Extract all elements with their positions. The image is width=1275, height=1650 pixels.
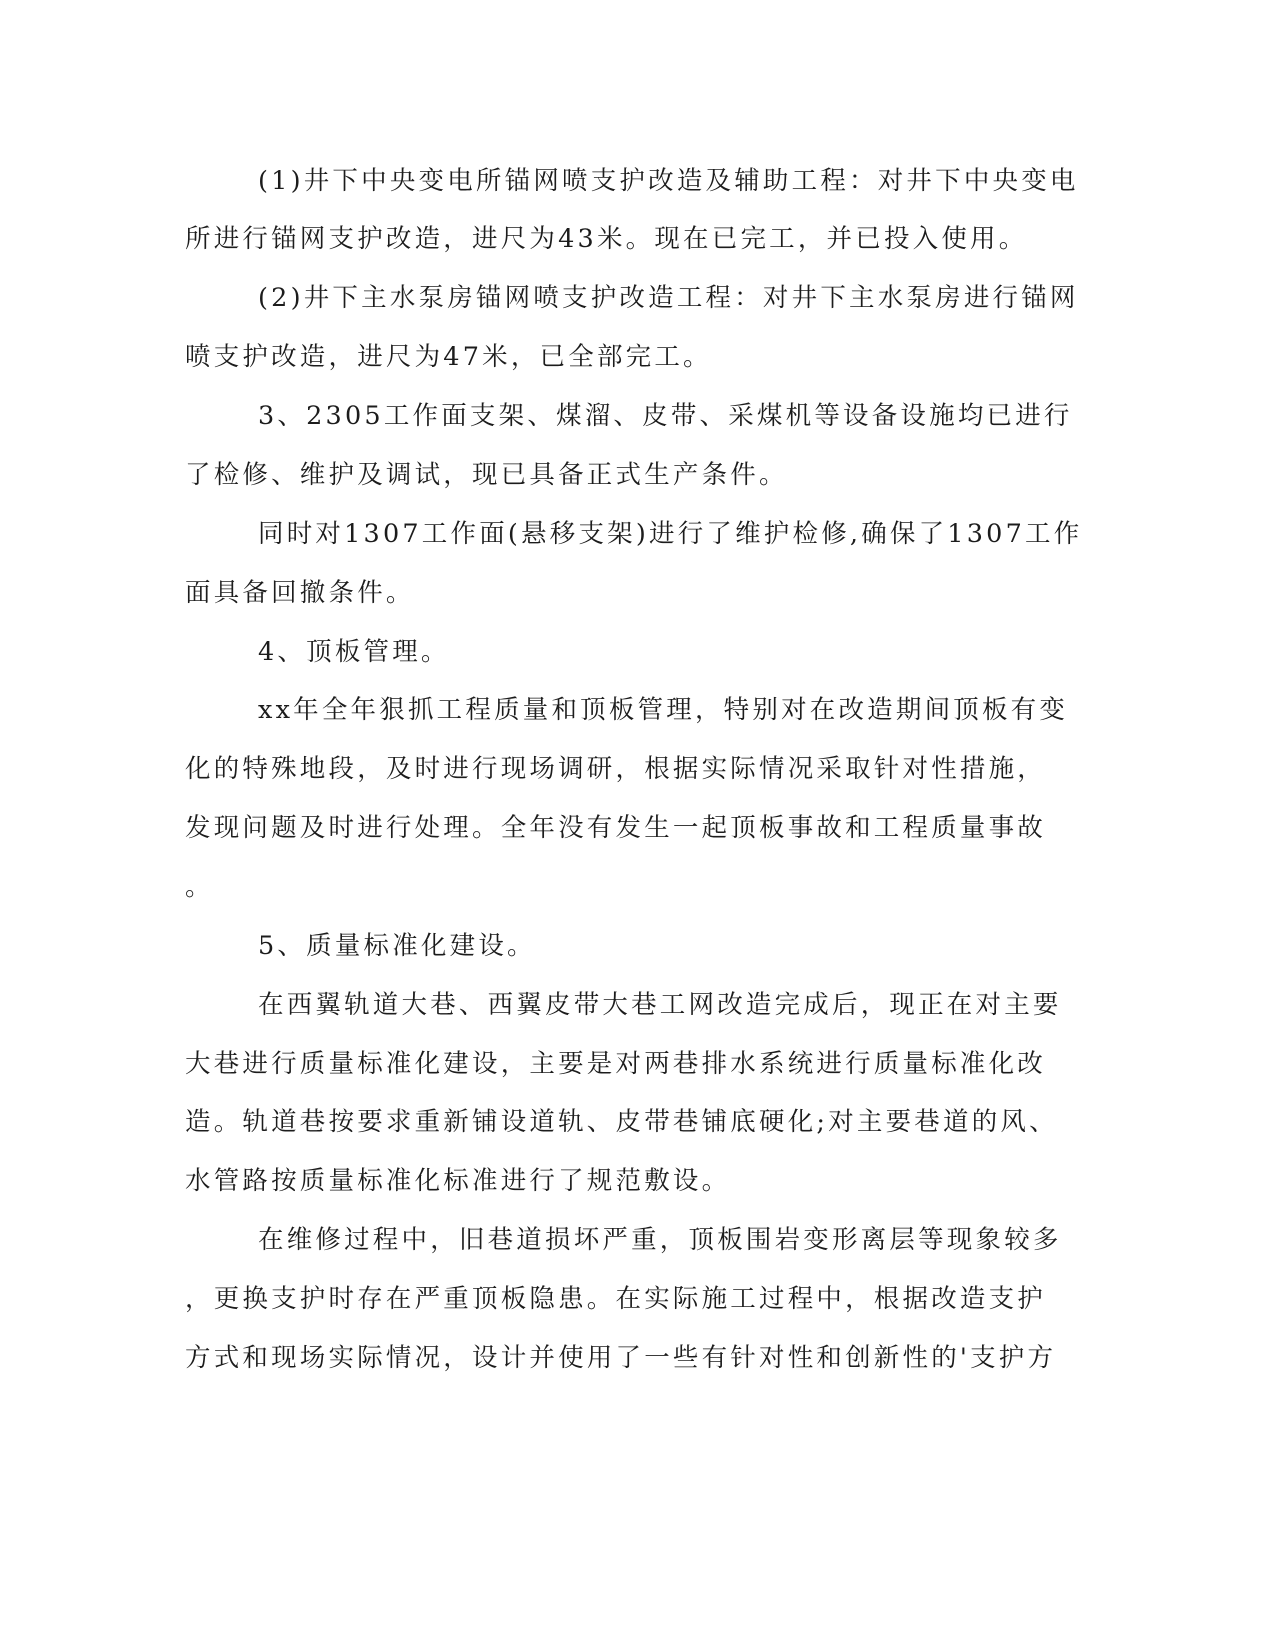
text-line: 方式和现场实际情况，设计并使用了一些有针对性和创新性的'支护方 bbox=[185, 1343, 1057, 1373]
text-line: 在西翼轨道大巷、西翼皮带大巷工网改造完成后，现正在对主要 bbox=[258, 990, 1062, 1020]
text-line: (1)井下中央变电所锚网喷支护改造及辅助工程：对井下中央变电 bbox=[258, 166, 1079, 196]
text-line: 造。轨道巷按要求重新铺设道轨、皮带巷铺底硬化;对主要巷道的风、 bbox=[185, 1107, 1058, 1137]
text-line: 5、质量标准化建设。 bbox=[258, 931, 536, 961]
text-line: (2)井下主水泵房锚网喷支护改造工程：对井下主水泵房进行锚网 bbox=[258, 283, 1079, 313]
text-line: 。 bbox=[185, 872, 214, 902]
text-line: 水管路按质量标准化标准进行了规范敷设。 bbox=[185, 1166, 731, 1196]
text-line: 化的特殊地段，及时进行现场调研，根据实际情况采取针对性措施， bbox=[185, 754, 1047, 784]
text-line: ，更换支护时存在严重顶板隐患。在实际施工过程中，根据改造支护 bbox=[185, 1284, 1047, 1314]
text-line: 在维修过程中，旧巷道损坏严重，顶板围岩变形离层等现象较多 bbox=[258, 1225, 1062, 1255]
text-line: 发现问题及时进行处理。全年没有发生一起顶板事故和工程质量事故 bbox=[185, 813, 1047, 843]
text-line: 3、2305工作面支架、煤溜、皮带、采煤机等设备设施均已进行 bbox=[258, 401, 1073, 431]
text-line: 所进行锚网支护改造，进尺为43米。现在已完工，并已投入使用。 bbox=[185, 224, 1028, 254]
text-line: 同时对1307工作面(悬移支架)进行了维护检修,确保了1307工作 bbox=[258, 519, 1083, 549]
text-line: 大巷进行质量标准化建设，主要是对两巷排水系统进行质量标准化改 bbox=[185, 1049, 1047, 1079]
text-line: 面具备回撤条件。 bbox=[185, 578, 415, 608]
text-line: xx年全年狠抓工程质量和顶板管理，特别对在改造期间顶板有变 bbox=[258, 695, 1069, 725]
text-line: 喷支护改造，进尺为47米，已全部完工。 bbox=[185, 342, 712, 372]
text-line: 4、顶板管理。 bbox=[258, 637, 450, 667]
text-line: 了检修、维护及调试，现已具备正式生产条件。 bbox=[185, 460, 788, 490]
